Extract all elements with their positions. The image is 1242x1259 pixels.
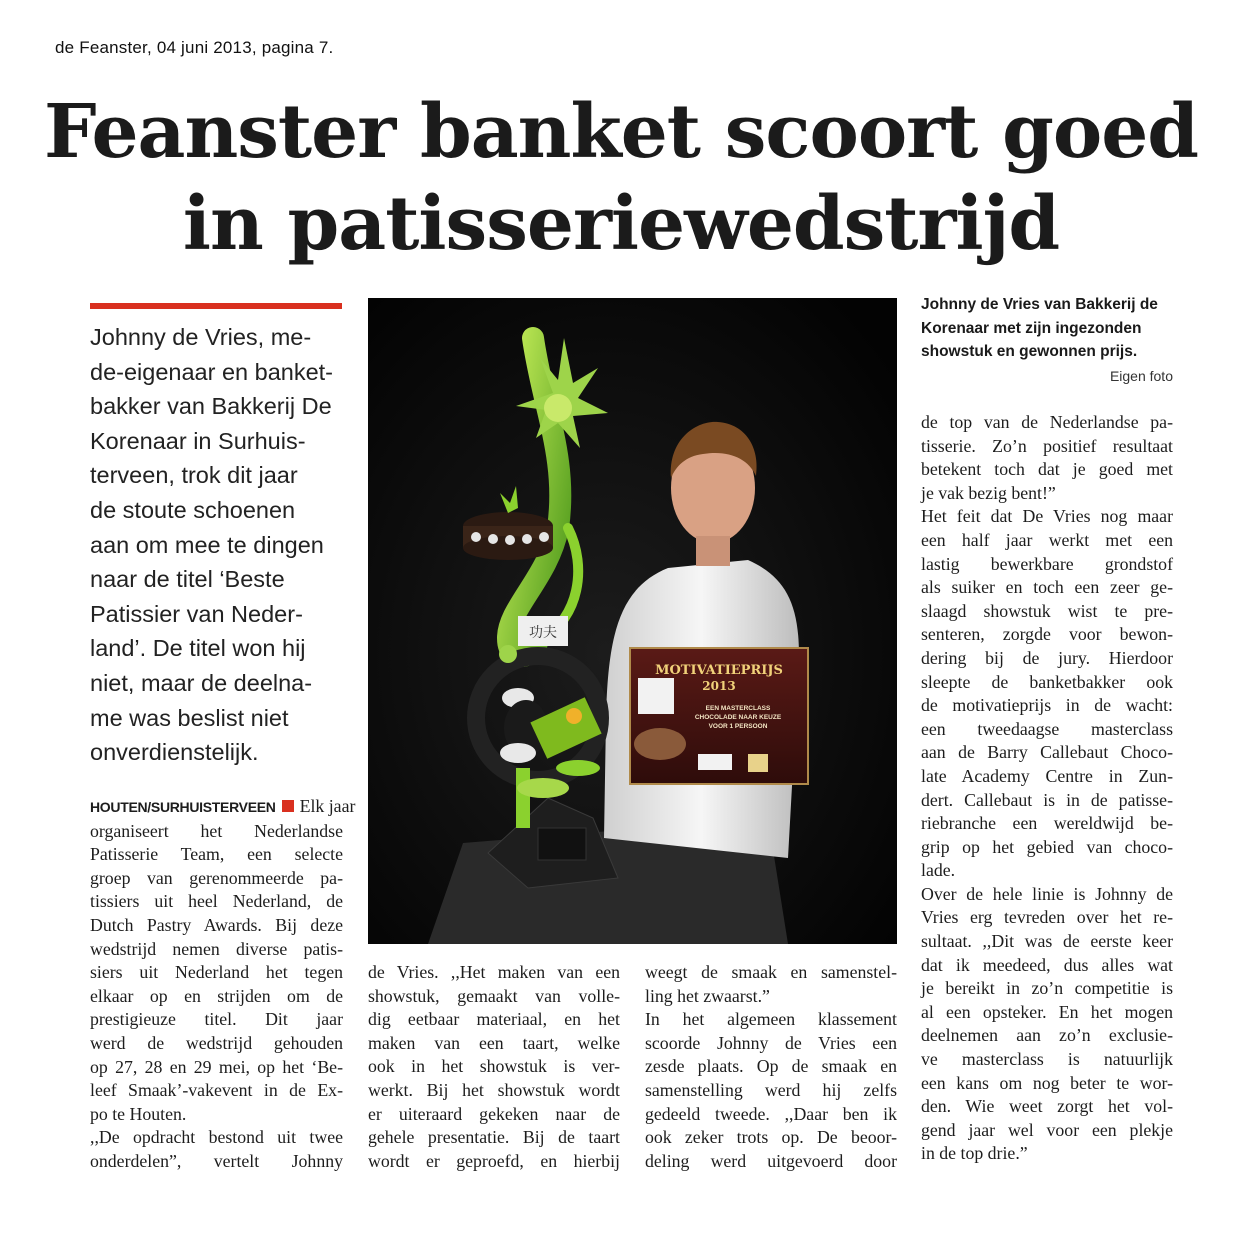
body-line: ook zeker trots op. De beoor-	[645, 1127, 897, 1148]
intro-line: Korenaar in Surhuis-	[90, 427, 306, 454]
photo-illustration	[368, 298, 897, 944]
body-line: tissiers uit heel Nederland, de	[90, 891, 343, 912]
certificate-year: 2013	[702, 679, 736, 693]
body-line: samenstelling werd hij zelfs	[645, 1079, 897, 1100]
body-line: maken van een taart, welke	[368, 1032, 620, 1053]
source-line: de Feanster, 04 juni 2013, pagina 7.	[55, 38, 334, 57]
intro-line: niet, maar de deelna-	[90, 669, 313, 696]
body-line: zesde plaats. Op de smaak en	[645, 1056, 897, 1077]
body-line: deling werd uitgevoerd door	[645, 1150, 897, 1171]
body-line: organiseert het Nederlandse	[90, 820, 343, 841]
body-line: dig eetbaar materiaal, en het	[368, 1009, 620, 1030]
body-line: gedeeld tweede. ,,Daar ben ik	[645, 1103, 897, 1124]
body-line: ling het zwaarst.”	[645, 985, 770, 1006]
certificate-line-3: VOOR 1 PERSOON	[708, 723, 768, 730]
body-line: wedstrijd nemen diverse patis-	[90, 938, 343, 959]
intro-line: de-eigenaar en banket-	[90, 358, 334, 385]
body-line: showstuk, gemaakt van volle-	[368, 985, 620, 1006]
body-line: als suiker en toch een zeer ge-	[921, 577, 1173, 598]
intro-line: terveen, trok dit jaar	[90, 462, 298, 489]
body-line: siers uit Nederland het tegen	[90, 962, 343, 983]
body-line: slaagd showstuk wist te pre-	[921, 600, 1173, 621]
body-line: je vak bezig bent!”	[921, 482, 1056, 503]
intro-line: Johnny de Vries, me-	[90, 324, 312, 350]
photo-credit: Eigen foto	[1109, 368, 1173, 384]
body-line: Elk jaar	[299, 796, 356, 816]
body-line: lastig bewerkbare grondstof	[921, 553, 1173, 574]
body-line: er uiteraard gekeken naar de	[368, 1103, 620, 1124]
showpiece-glyph: 功夫	[529, 625, 557, 641]
body-line: gend jaar wel voor een plekje	[921, 1119, 1173, 1140]
body-line: prestigieuze titel. Dit jaar	[90, 1009, 343, 1030]
dateline: HOUTEN/SURHUISTERVEEN	[90, 799, 276, 815]
body-line: elkaar op en strijden om de	[90, 985, 343, 1006]
body-line: werkt. Bij het showstuk wordt	[368, 1079, 620, 1100]
caption-line: showstuk en gewonnen prijs.	[921, 343, 1138, 360]
headline	[40, 86, 1202, 270]
body-line: gehele presentatie. Bij de taart	[368, 1127, 620, 1148]
body-line: onderdelen”, vertelt Johnny	[90, 1150, 343, 1171]
intro-red-rule	[90, 303, 342, 309]
body-line: Over de hele linie is Johnny de	[921, 883, 1173, 904]
intro-line: de stoute schoenen	[90, 496, 296, 523]
intro-line: me was beslist niet	[90, 704, 289, 731]
intro-paragraph	[90, 320, 352, 770]
intro-line: aan om mee te dingen	[90, 531, 324, 558]
intro-line: onverdienstelijk.	[90, 739, 259, 766]
intro-line: naar de titel ‘Beste	[90, 566, 285, 593]
body-line: wordt er geproefd, en hierbij	[368, 1150, 620, 1171]
body-line: een half jaar werkt met een	[921, 529, 1173, 550]
body-line: late Academy Centre in Zun-	[921, 765, 1173, 786]
body-line: den. Wie weet zorgt het vol-	[921, 1096, 1173, 1117]
body-line: de motivatieprijs in de wacht:	[921, 695, 1173, 716]
headline-line-1: Feanster banket scoort goed	[43, 89, 1199, 175]
body-line: een kans om nog beter te wor-	[921, 1072, 1173, 1093]
motivation-prize-certificate	[630, 648, 808, 784]
intro-line: bakker van Bakkerij De	[90, 393, 332, 420]
body-column-4	[921, 411, 1173, 1166]
caption-line: Johnny de Vries van Bakkerij de	[921, 296, 1158, 313]
body-line: Vries erg tevreden over het re-	[921, 907, 1173, 928]
body-line: sultaat. ,,Dit was de eerste keer	[921, 931, 1173, 952]
body-line: Patisserie Team, een selecte	[90, 844, 343, 865]
body-line: deelnemen aan zo’n exclusie-	[921, 1025, 1173, 1046]
dateline-line	[90, 795, 356, 820]
body-line: po te Houten.	[90, 1103, 187, 1124]
body-line: dat ik meedeed, dus alles wat	[921, 954, 1173, 975]
body-line: je bereikt in zo’n competitie is	[921, 978, 1173, 999]
intro-line: Patissier van Neder-	[90, 600, 303, 627]
body-line: Dutch Pastry Awards. Bij deze	[90, 914, 343, 935]
body-line: ve masterclass is natuurlijk	[921, 1049, 1173, 1070]
body-line: al een opsteker. En het mogen	[921, 1001, 1173, 1022]
body-line: weegt de smaak en samenstel-	[645, 962, 897, 982]
body-line: senteren, zorgde voor bewon-	[921, 624, 1173, 645]
body-line: op 27, 28 en 29 mei, op het ‘Be-	[90, 1056, 343, 1077]
body-line: groep van gerenommeerde pa-	[90, 867, 343, 888]
body-line: werd de wedstrijd gehouden	[90, 1032, 343, 1053]
body-line: dert. Callebaut is in de patisse-	[921, 789, 1173, 810]
body-line: In het algemeen klassement	[645, 1009, 897, 1030]
body-line: riebranche een wereldwijd be-	[921, 813, 1173, 834]
intro-line: land’. De titel won hij	[90, 635, 306, 662]
body-line: aan de Barry Callebaut Choco-	[921, 742, 1173, 763]
body-column-3	[645, 961, 897, 1173]
body-line: scoorde Johnny de Vries een	[645, 1032, 897, 1053]
caption-line: Korenaar met zijn ingezonden	[921, 319, 1142, 337]
body-line: de top van de Nederlandse pa-	[921, 412, 1173, 432]
headline-line-2: in patisseriewedstrijd	[182, 181, 1060, 267]
body-line: in de top drie.”	[921, 1143, 1028, 1164]
red-square-marker	[282, 800, 294, 812]
body-line: de Vries. ,,Het maken van een	[368, 962, 620, 982]
body-column-2	[368, 961, 620, 1173]
body-line: dering bij de jury. Hierdoor	[921, 647, 1173, 668]
body-line: leef Smaak’-vakevent in de Ex-	[90, 1080, 343, 1101]
certificate-line-2: CHOCOLADE NAAR KEUZE	[694, 714, 782, 721]
body-line: ook in het showstuk is ver-	[368, 1056, 620, 1077]
body-line: sleepte de banketbakker ook	[921, 671, 1173, 692]
body-line: grip op het gebied van choco-	[921, 836, 1173, 857]
body-line: betekent toch dat je goed met	[921, 459, 1173, 480]
certificate-line-1: EEN MASTERCLASS	[705, 705, 771, 712]
certificate-title: MOTIVATIEPRIJS	[655, 663, 783, 678]
body-line: ,,De opdracht bestond uit twee	[90, 1127, 343, 1148]
body-line: lade.	[921, 860, 956, 881]
body-line: een tweedaagse masterclass	[921, 718, 1173, 739]
photo-caption	[921, 293, 1173, 364]
body-line: tisserie. Zo’n positief resultaat	[921, 435, 1173, 456]
body-line: Het feit dat De Vries nog maar	[921, 506, 1173, 527]
article-photo	[368, 298, 897, 944]
body-column-1	[90, 795, 356, 1174]
